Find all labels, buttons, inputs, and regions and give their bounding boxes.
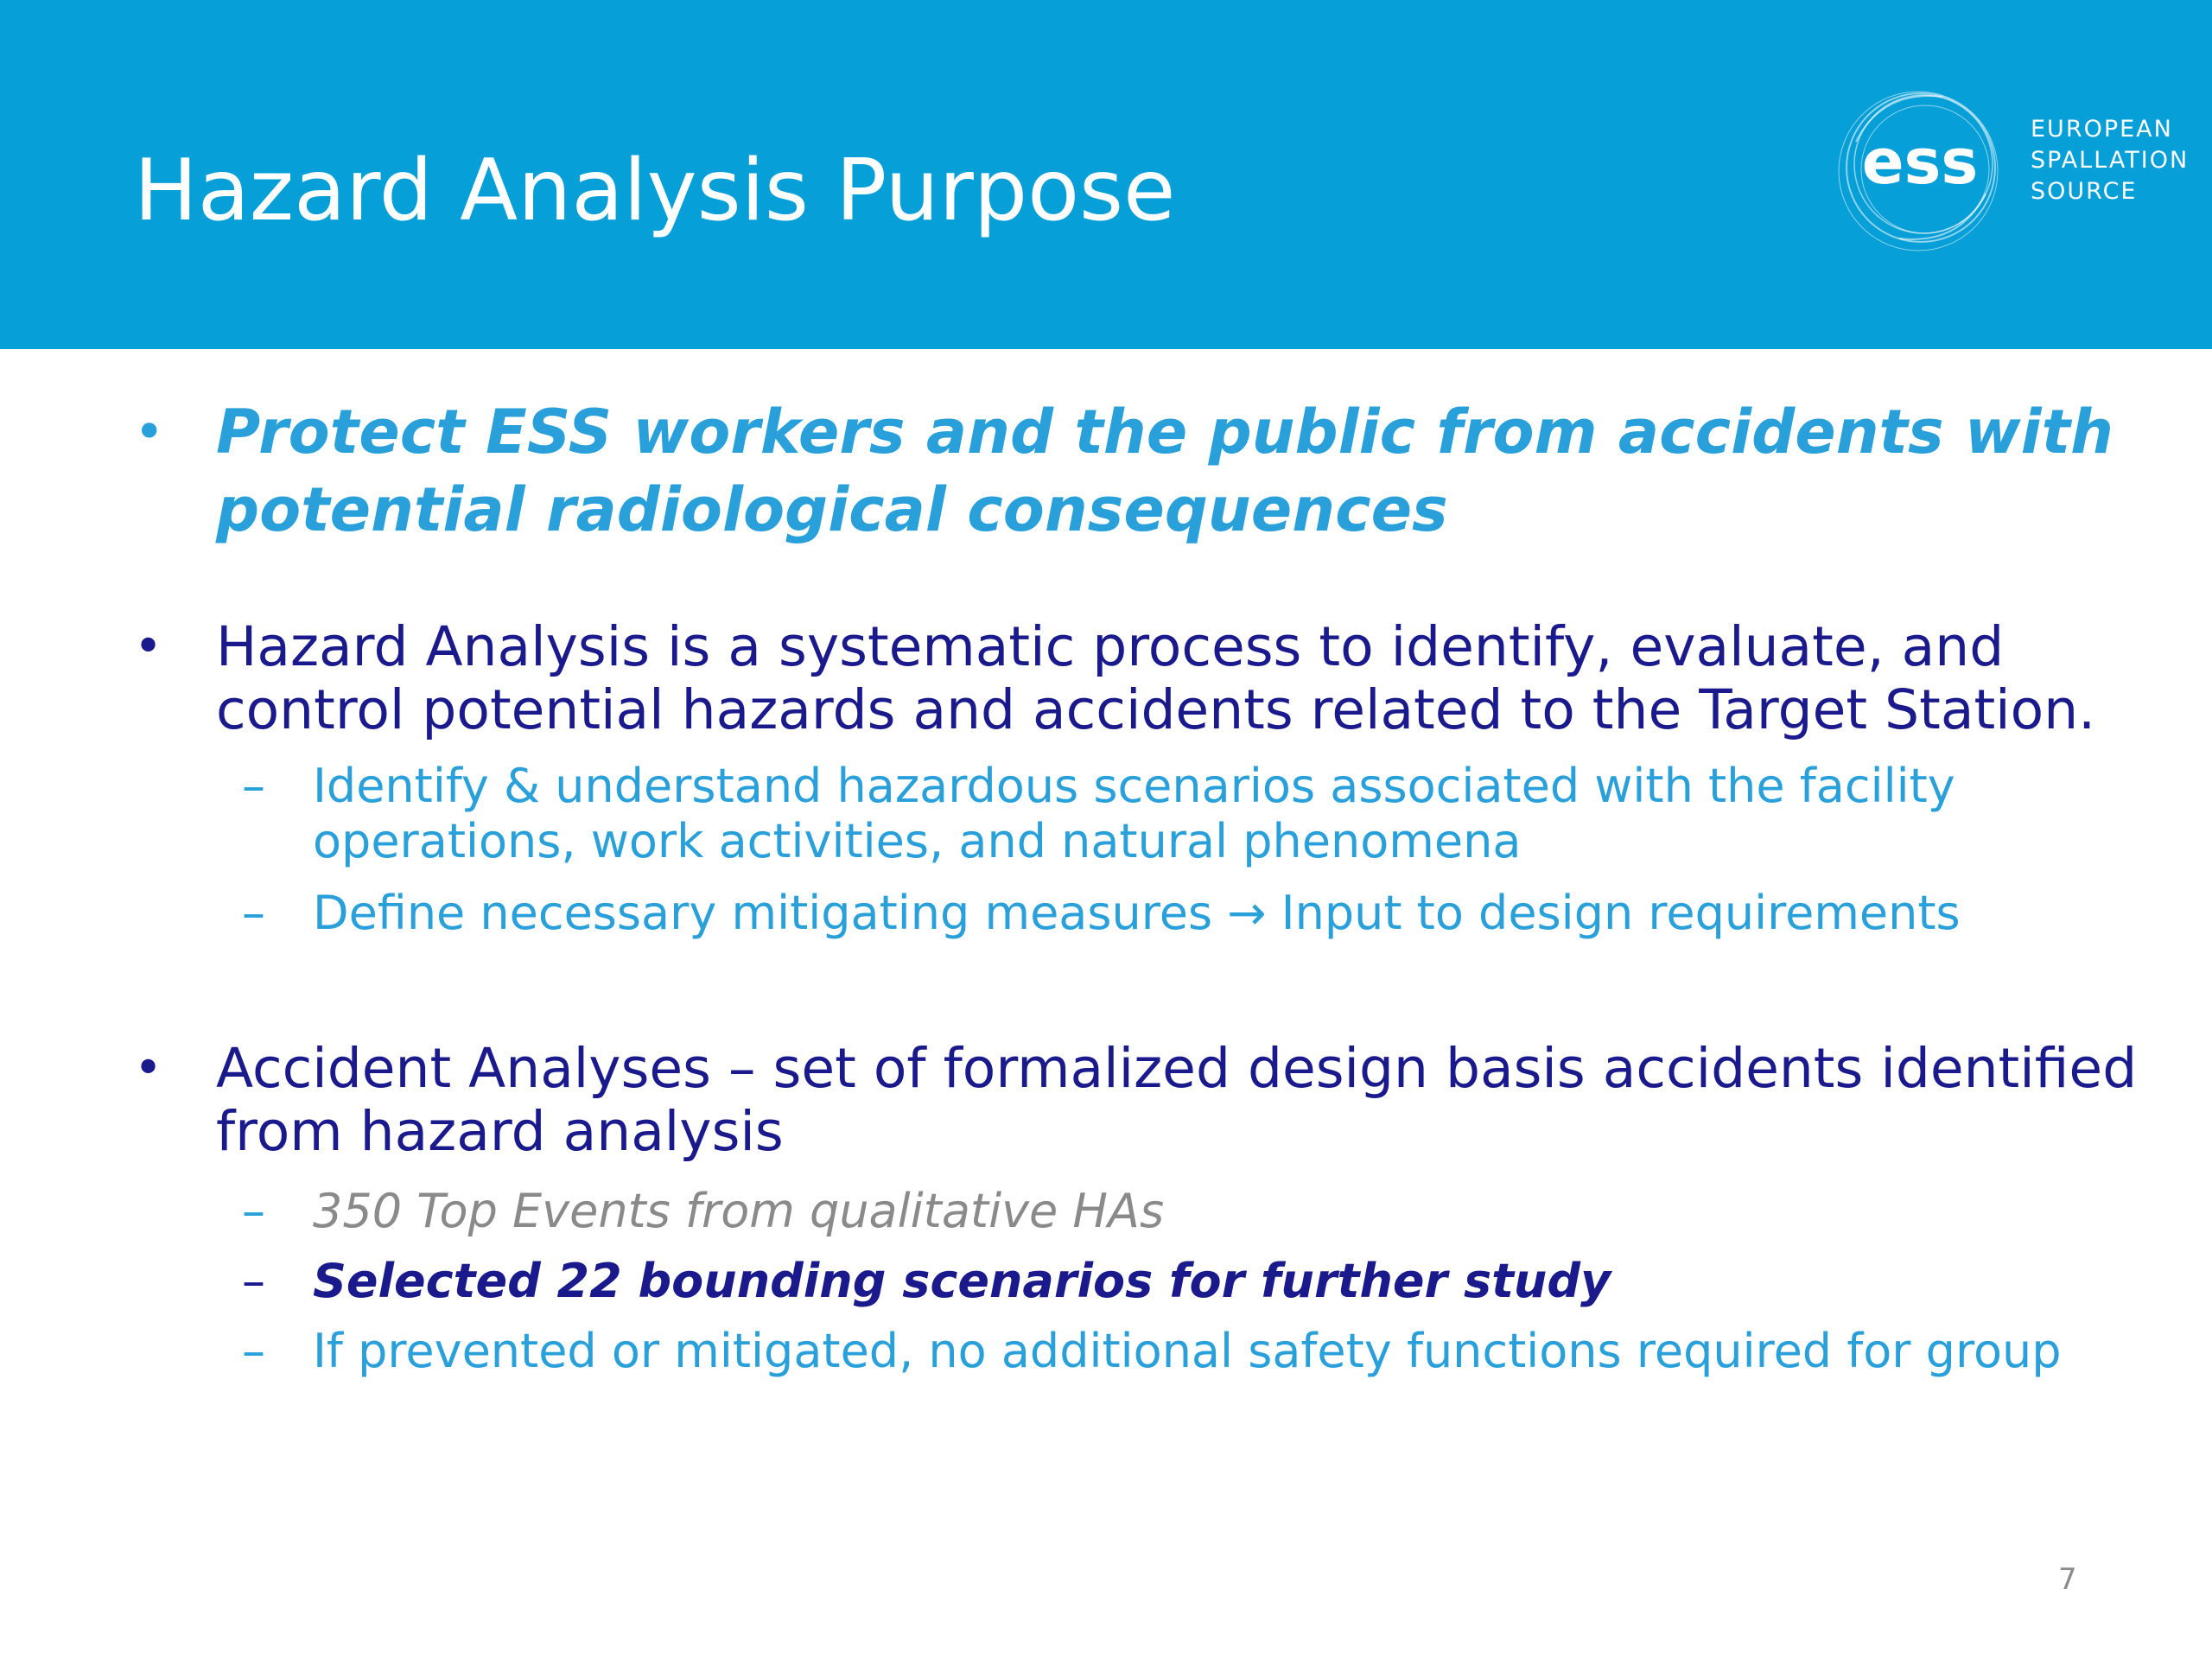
bullet-text bbox=[216, 1037, 2137, 1163]
sub-bullet-text bbox=[313, 1324, 2062, 1379]
bullet-line: Hazard Analysis is a systematic process to identify, evaluate, and bbox=[216, 615, 2005, 678]
bullet-line: Accident Analyses – set of formalized design basis accidents identified bbox=[216, 1037, 2138, 1100]
bullet-marker: • bbox=[134, 1040, 163, 1096]
logo-text-line: EUROPEAN bbox=[2031, 116, 2173, 143]
sub-bullet-line: Selected 22 bounding scenarios for further study bbox=[313, 1254, 1611, 1308]
sub-bullet-marker: – bbox=[242, 1254, 265, 1308]
bullet-text bbox=[216, 615, 2095, 741]
sub-bullet-text bbox=[313, 886, 1961, 941]
bullet-line: Protect ESS workers and the public from accidents with bbox=[216, 397, 2113, 467]
sub-bullet-line: Define necessary mitigating measures → Input to design requirements bbox=[313, 886, 1961, 940]
sub-bullet-line: operations, work activities, and natural phenomena bbox=[313, 814, 1522, 868]
bullet-marker: • bbox=[134, 619, 163, 675]
sub-bullet-marker: – bbox=[242, 1324, 265, 1378]
bullet-line: from hazard analysis bbox=[216, 1100, 784, 1163]
sub-bullet-marker: – bbox=[242, 886, 265, 940]
page-number: 7 bbox=[2058, 1562, 2077, 1597]
logo-text-line: SOURCE bbox=[2031, 178, 2138, 205]
slide-title: Hazard Analysis Purpose bbox=[134, 142, 1176, 240]
bullet-text bbox=[216, 393, 2113, 549]
sub-bullet-text bbox=[313, 1254, 1611, 1309]
sub-bullet-marker: – bbox=[242, 759, 265, 813]
ess-logo-wordmark: ess bbox=[1861, 125, 1979, 198]
logo-text-line: SPALLATION bbox=[2031, 147, 2190, 174]
bullet-marker: • bbox=[134, 402, 165, 462]
bullet-line: control potential hazards and accidents related to the Target Station. bbox=[216, 678, 2096, 741]
sub-bullet-text bbox=[313, 1184, 1164, 1239]
sub-bullet-line: 350 Top Events from qualitative HAs bbox=[313, 1184, 1165, 1238]
bullet-line: potential radiological consequences bbox=[216, 474, 1448, 545]
sub-bullet-line: Identify & understand hazardous scenarios associated with the facility bbox=[313, 759, 1955, 813]
sub-bullet-line: If prevented or mitigated, no additional safety functions required for group bbox=[313, 1324, 2062, 1378]
sub-bullet-text bbox=[313, 759, 1955, 869]
sub-bullet-marker: – bbox=[242, 1184, 265, 1238]
